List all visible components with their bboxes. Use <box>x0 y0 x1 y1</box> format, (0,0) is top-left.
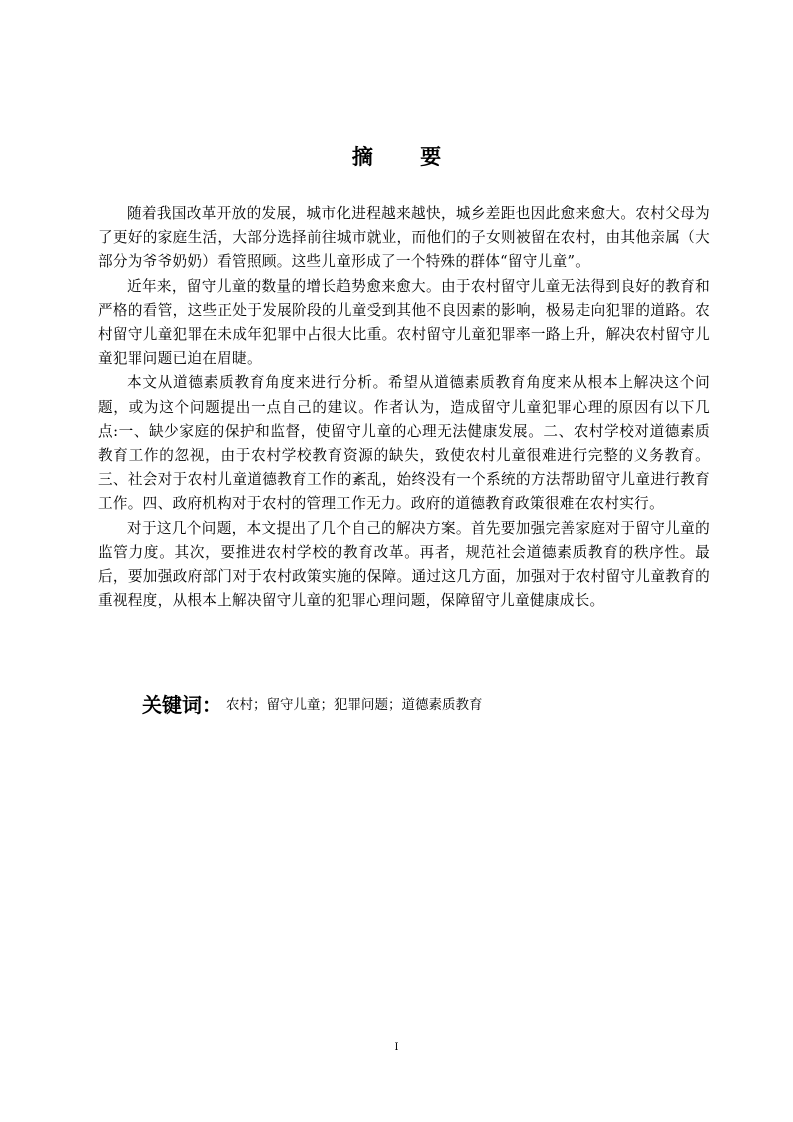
keywords-label: 关键词： <box>142 693 222 717</box>
keywords-line <box>142 690 702 720</box>
abstract-body <box>98 202 710 613</box>
abstract-paragraph: 本文从道德素质教育角度来进行分析。希望从道德素质教育角度来从根本上解决这个问题，或为这个问题提出一点自己的建议。作者认为，造成留守儿童犯罪心理的原因有以下几点:一、缺少家庭的保护和监督，使留守儿童的心理无法健康发展。二、农村学校对道德素质教育工作的忽视，由于农村学校教育资源的缺失，致使农村儿童很难进行完整的义务教育。三、社会对于农村儿童道德教育工作的紊乱，始终没有一个系统的方法帮助留守儿童进行教育工作。四、政府机构对于农村的管理工作无力。政府的道德教育政策很难在农村实行。 <box>98 374 710 513</box>
abstract-paragraph: 对于这几个问题，本文提出了几个自己的解决方案。首先要加强完善家庭对于留守儿童的监管力度。其次，要推进农村学校的教育改革。再者，规范社会道德素质教育的秩序性。最后，要加强政府部门对于农村政策实施的保障。通过这几方面，加强对于农村留守儿童教育的重视程度，从根本上解决留守儿童的犯罪心理问题，保障留守儿童健康成长。 <box>98 519 710 610</box>
abstract-paragraph: 近年来，留守儿童的数量的增长趋势愈来愈大。由于农村留守儿童无法得到良好的教育和严格的看管，这些正处于发展阶段的儿童受到其他不良因素的影响，极易走向犯罪的道路。农村留守儿童犯罪在未成年犯罪中占很大比重。农村留守儿童犯罪率一路上升，解决农村留守儿童犯罪问题已迫在眉睫。 <box>98 277 710 368</box>
abstract-title: 摘 要 <box>351 145 462 169</box>
keywords-text: 农村；留守儿童；犯罪问题；道德素质教育 <box>226 697 483 713</box>
abstract-paragraph: 随着我国改革开放的发展，城市化进程越来越快，城乡差距也因此愈来愈大。农村父母为了更好的家庭生活，大部分选择前往城市就业，而他们的子女则被留在农村，由其他亲属（大部分为爷爷奶奶）看管照顾。这些儿童形成了一个特殊的群体“留守儿童”。 <box>98 205 710 271</box>
page-number: I <box>394 1042 399 1053</box>
